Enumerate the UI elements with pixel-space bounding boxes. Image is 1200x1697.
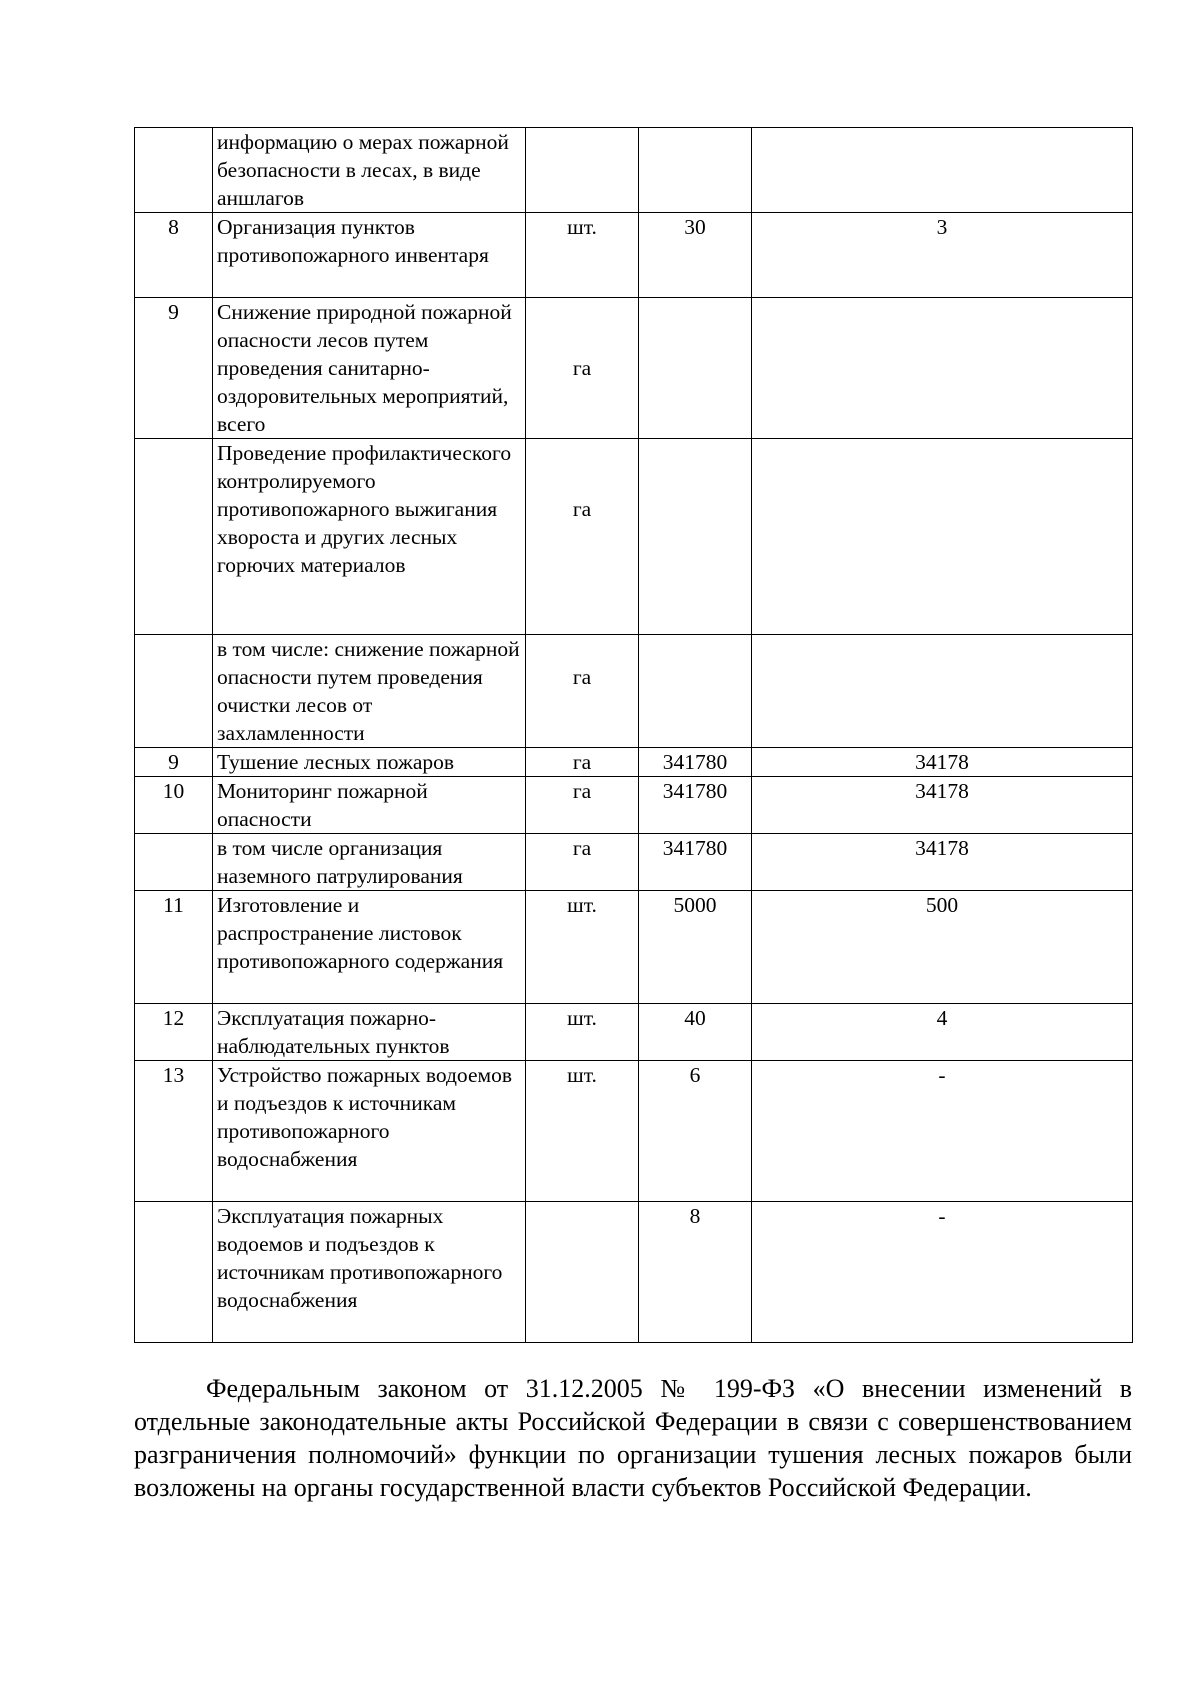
unit: шт. bbox=[526, 213, 639, 298]
table-row bbox=[135, 748, 1133, 777]
row-number: 9 bbox=[135, 298, 213, 439]
table-row bbox=[135, 1202, 1133, 1343]
row-number: 8 bbox=[135, 213, 213, 298]
unit-text: га bbox=[572, 665, 592, 689]
annual-volume: - bbox=[752, 1061, 1133, 1202]
total-volume: 8 bbox=[639, 1202, 752, 1343]
annual-volume bbox=[752, 635, 1133, 748]
table-row bbox=[135, 298, 1133, 439]
table-row bbox=[135, 439, 1133, 635]
row-number bbox=[135, 834, 213, 891]
unit: шт. bbox=[526, 1004, 639, 1061]
row-number bbox=[135, 439, 213, 635]
row-number: 12 bbox=[135, 1004, 213, 1061]
table-row bbox=[135, 777, 1133, 834]
table-row bbox=[135, 1061, 1133, 1202]
row-number bbox=[135, 1202, 213, 1343]
measure-description: Эксплуатация пожарно-наблюдательных пунктов bbox=[213, 1004, 526, 1061]
row-number: 10 bbox=[135, 777, 213, 834]
total-volume: 341780 bbox=[639, 748, 752, 777]
total-volume: 341780 bbox=[639, 777, 752, 834]
total-volume bbox=[639, 298, 752, 439]
total-volume: 341780 bbox=[639, 834, 752, 891]
measure-description: Устройство пожарных водоемов и подъездов к источникам противопожарного водоснабжения bbox=[213, 1061, 526, 1202]
measure-description: Организация пунктов противопожарного инвентаря bbox=[213, 213, 526, 298]
annual-volume: 3 bbox=[752, 213, 1133, 298]
measure-description: информацию о мерах пожарной безопасности в лесах, в виде аншлагов bbox=[213, 128, 526, 213]
annual-volume bbox=[752, 128, 1133, 213]
measure-description: Снижение природной пожарной опасности лесов путем проведения санитарно-оздоровительных мероприятий, всего bbox=[213, 298, 526, 439]
annual-volume: 34178 bbox=[752, 777, 1133, 834]
total-volume bbox=[639, 128, 752, 213]
annual-volume bbox=[752, 298, 1133, 439]
measure-description: Проведение профилактического контролируемого противопожарного выжигания хвороста и других лесных горючих материалов bbox=[213, 439, 526, 635]
measure-description: Мониторинг пожарной опасности bbox=[213, 777, 526, 834]
measure-description: Изготовление и распространение листовок противопожарного содержания bbox=[213, 891, 526, 1004]
table-row bbox=[135, 635, 1133, 748]
table-row bbox=[135, 834, 1133, 891]
annual-volume: 34178 bbox=[752, 748, 1133, 777]
annual-volume bbox=[752, 439, 1133, 635]
unit: га bbox=[526, 298, 639, 439]
table-row bbox=[135, 891, 1133, 1004]
unit: шт. bbox=[526, 1061, 639, 1202]
row-number: 9 bbox=[135, 748, 213, 777]
total-volume: 6 bbox=[639, 1061, 752, 1202]
unit-text: га bbox=[572, 497, 592, 521]
table-row bbox=[135, 128, 1133, 213]
measure-description: в том числе: снижение пожарной опасности путем проведения очистки лесов от захламленности bbox=[213, 635, 526, 748]
unit: га bbox=[526, 834, 639, 891]
table-row bbox=[135, 1004, 1133, 1061]
measure-description: Эксплуатация пожарных водоемов и подъездов к источникам противопожарного водоснабжения bbox=[213, 1202, 526, 1343]
row-number: 11 bbox=[135, 891, 213, 1004]
total-volume: 30 bbox=[639, 213, 752, 298]
annual-volume: 4 bbox=[752, 1004, 1133, 1061]
annual-volume: 34178 bbox=[752, 834, 1133, 891]
unit: шт. bbox=[526, 891, 639, 1004]
unit bbox=[526, 1202, 639, 1343]
unit bbox=[526, 128, 639, 213]
total-volume bbox=[639, 439, 752, 635]
unit bbox=[526, 635, 639, 748]
total-volume bbox=[639, 635, 752, 748]
annual-volume: 500 bbox=[752, 891, 1133, 1004]
measure-description: в том числе организация наземного патрулирования bbox=[213, 834, 526, 891]
table-row bbox=[135, 213, 1133, 298]
row-number bbox=[135, 635, 213, 748]
total-volume: 5000 bbox=[639, 891, 752, 1004]
measure-description: Тушение лесных пожаров bbox=[213, 748, 526, 777]
law-paragraph: Федеральным законом от 31.12.2005 № 199-ФЗ «О внесении изменений в отдельные законодательные акты Российской Федерации в связи с совершенствованием разграничения полномочий» функции по организации тушения лесных пожаров были возложены на органы государственной власти субъектов Российской Федерации. bbox=[134, 1374, 1132, 1502]
annual-volume: - bbox=[752, 1202, 1133, 1343]
row-number bbox=[135, 128, 213, 213]
unit: га bbox=[526, 777, 639, 834]
row-number: 13 bbox=[135, 1061, 213, 1202]
unit bbox=[526, 439, 639, 635]
unit: га bbox=[526, 748, 639, 777]
total-volume: 40 bbox=[639, 1004, 752, 1061]
measures-table bbox=[134, 127, 1133, 1343]
